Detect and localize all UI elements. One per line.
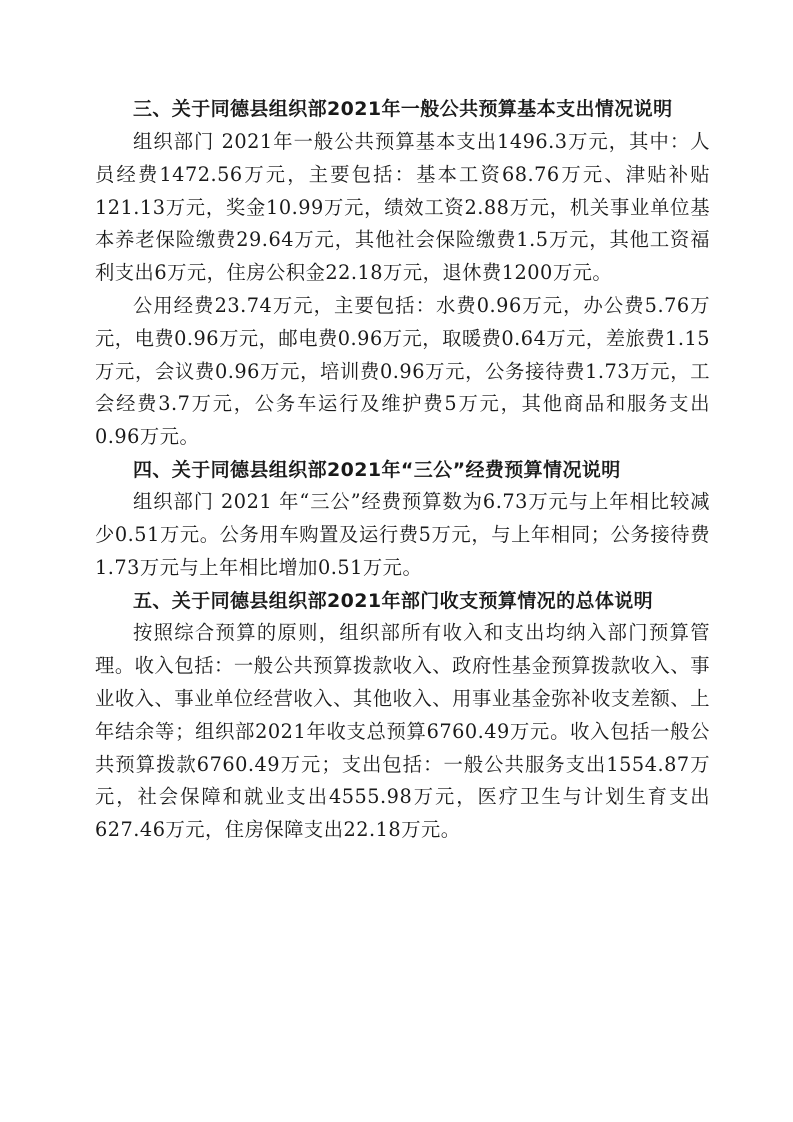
section-3-paragraph-1: 组织部门 2021年一般公共预算基本支出1496.3万元，其中：人员经费1472.56万元，主要包括：基本工资68.76万元、津贴补贴121.13万元，奖金10.99万元，绩效工资2.88万元，机关事业单位基本养老保险缴费29.64万元，其他社会保险缴费1.5万元，其他工资福利支出6万元，住房公积金22.18万元，退休费1200万元。 bbox=[95, 130, 710, 285]
section-5 bbox=[95, 585, 710, 847]
section-5-heading: 五、关于同德县组织部2021年部门收支预算情况的总体说明 bbox=[133, 590, 654, 613]
section-3 bbox=[95, 93, 710, 454]
section-3-paragraph-2: 公用经费23.74万元，主要包括：水费0.96万元，办公费5.76万元，电费0.96万元，邮电费0.96万元，取暖费0.64万元，差旅费1.15万元，会议费0.96万元，培训费0.96万元，公务接待费1.73万元，工会经费3.7万元，公务车运行及维护费5万元，其他商品和服务支出0.96万元。 bbox=[95, 293, 710, 449]
section-4-paragraph-1: 组织部门 2021 年“三公”经费预算数为6.73万元与上年相比较减少0.51万元。公务用车购置及运行费5万元，与上年相同；公务接待费1.73万元与上年相比增加0.51万元。 bbox=[95, 489, 710, 579]
section-5-paragraph-1: 按照综合预算的原则，组织部所有收入和支出均纳入部门预算管理。收入包括：一般公共预算拨款收入、政府性基金预算拨款收入、事业收入、事业单位经营收入、其他收入、用事业基金弥补收支差额、上年结余等；组织部2021年收支总预算6760.49万元。收入包括一般公共预算拨款6760.49万元；支出包括：一般公共服务支出1554.87万元，社会保障和就业支出4555.98万元，医疗卫生与计划生育支出627.46万元，住房保障支出22.18万元。 bbox=[95, 621, 710, 842]
section-4 bbox=[95, 454, 710, 584]
section-4-heading: 四、关于同德县组织部2021年“三公”经费预算情况说明 bbox=[133, 458, 621, 481]
section-3-heading: 三、关于同德县组织部2021年一般公共预算基本支出情况说明 bbox=[133, 98, 673, 120]
document-page bbox=[95, 93, 710, 847]
